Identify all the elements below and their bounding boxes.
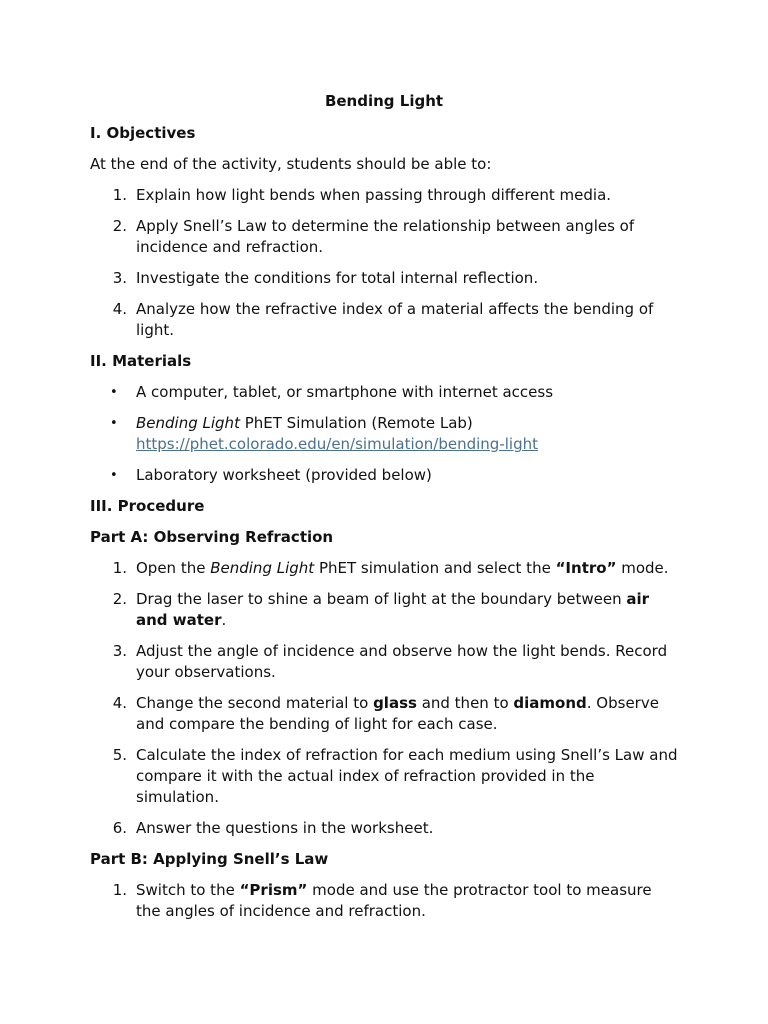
- objective-item: [90, 299, 680, 341]
- document-body: [90, 91, 680, 932]
- simulation-link[interactable]: https://phet.colorado.edu/en/simulation/bending-light: [136, 435, 538, 453]
- list-number: 1.: [112, 559, 127, 577]
- objective-text: Analyze how the refractive index of a material affects the bending of light.: [136, 300, 654, 339]
- bullet-icon: •: [110, 385, 118, 400]
- objective-text: Explain how light bends when passing through different media.: [136, 186, 612, 204]
- medium-name: diamond: [513, 694, 587, 712]
- medium-name: glass: [373, 694, 417, 712]
- step-text: .: [221, 611, 227, 629]
- step-text: Open the: [136, 559, 211, 577]
- part-a-heading: Part A: Observing Refraction: [90, 528, 334, 546]
- document-title: Bending Light: [324, 92, 444, 110]
- material-text: Laboratory worksheet (provided below): [136, 466, 432, 484]
- step-text: PhET simulation and select the: [314, 559, 556, 577]
- step-text: mode.: [616, 559, 669, 577]
- list-number: 1.: [112, 186, 127, 204]
- part-b-heading: Part B: Applying Snell’s Law: [90, 850, 329, 868]
- objective-text: Apply Snell’s Law to determine the relationship between angles of incidence and refraction.: [136, 217, 635, 256]
- medium-name: air and water: [136, 590, 650, 629]
- objectives-heading: I. Objectives: [90, 124, 196, 142]
- procedure-heading: III. Procedure: [90, 497, 205, 515]
- list-number: 4.: [112, 694, 127, 712]
- simulation-name: Bending Light: [136, 414, 240, 432]
- step-text: Switch to the: [136, 881, 240, 899]
- list-number: 5.: [112, 746, 127, 764]
- material-item: [90, 465, 680, 486]
- list-number: 2.: [112, 217, 127, 235]
- procedure-step: [90, 745, 680, 808]
- procedure-step: [90, 589, 680, 631]
- list-number: 4.: [112, 300, 127, 318]
- part-a-steps: [90, 558, 680, 839]
- objective-item: [90, 216, 680, 258]
- list-number: 3.: [112, 269, 127, 287]
- procedure-step: [90, 558, 680, 579]
- material-item: [90, 413, 680, 455]
- material-text: PhET Simulation (Remote Lab): [239, 414, 473, 432]
- list-number: 3.: [112, 642, 127, 660]
- list-number: 1.: [112, 881, 127, 899]
- step-text: Change the second material to: [136, 694, 374, 712]
- objective-item: [90, 185, 680, 206]
- step-text: Adjust the angle of incidence and observe how the light bends. Record your observations.: [136, 642, 668, 681]
- step-text: Calculate the index of refraction for each medium using Snell’s Law and compare it with the actual index of refraction provided in the simulation.: [136, 746, 678, 806]
- mode-name: “Intro”: [555, 559, 617, 577]
- bullet-icon: •: [110, 468, 118, 483]
- material-item: [90, 382, 680, 403]
- step-text: mode and use the protractor tool to measure the angles of incidence and refraction.: [136, 881, 652, 920]
- procedure-step: [90, 880, 680, 922]
- procedure-step: [90, 641, 680, 683]
- simulation-name: Bending Light: [210, 559, 315, 577]
- list-number: 6.: [112, 819, 127, 837]
- procedure-step: [90, 818, 680, 839]
- step-text: and then to: [416, 694, 514, 712]
- materials-heading: II. Materials: [90, 352, 192, 370]
- step-text: Drag the laser to shine a beam of light at the boundary between: [136, 590, 627, 608]
- step-text: Answer the questions in the worksheet.: [136, 819, 434, 837]
- objective-item: [90, 268, 680, 289]
- step-text: . Observe and compare the bending of light for each case.: [136, 694, 659, 733]
- material-text: A computer, tablet, or smartphone with internet access: [136, 383, 554, 401]
- procedure-step: [90, 693, 680, 735]
- materials-list: [90, 382, 680, 486]
- bullet-icon: •: [110, 416, 118, 431]
- part-b-steps: [90, 880, 680, 922]
- objective-text: Investigate the conditions for total internal reflection.: [136, 269, 539, 287]
- list-number: 2.: [112, 590, 127, 608]
- objectives-list: [90, 185, 680, 341]
- objectives-intro: At the end of the activity, students should be able to:: [90, 155, 492, 173]
- mode-name: “Prism”: [239, 881, 308, 899]
